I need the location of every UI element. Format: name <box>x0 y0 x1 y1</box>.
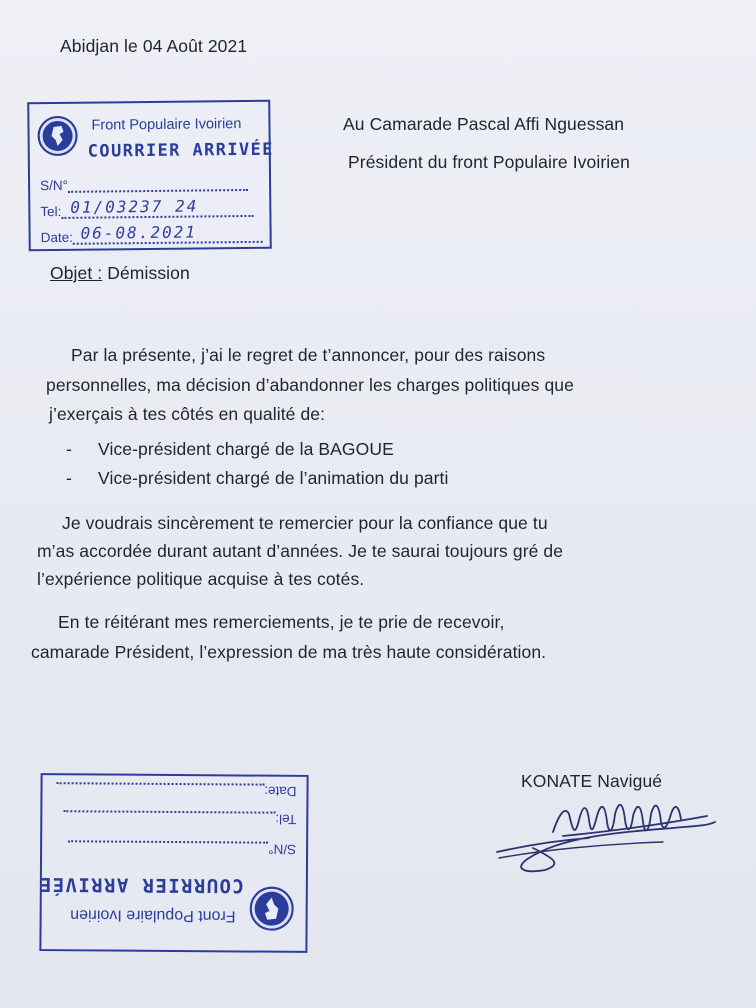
stamp-sn-label: S/N° <box>40 177 69 194</box>
bullet-marker: - <box>66 468 72 488</box>
stamp-tel-field <box>63 810 296 827</box>
fpi-logo-icon <box>250 887 294 931</box>
subject-label: Objet : <box>50 263 103 283</box>
bullet-item: Vice-président chargé de la BAGOUE <box>98 439 394 459</box>
stamp-sn-label: S/N° <box>268 841 297 857</box>
stamp-tel-handwritten: 01/03237 24 <box>70 196 199 217</box>
place-and-date: Abidjan le 04 Août 2021 <box>60 36 248 56</box>
stamp-org-name: Front Populaire Ivoirien <box>70 906 236 925</box>
paragraph-1-line-2: personnelles, ma décision d’abandonner les charges politiques que <box>46 375 574 395</box>
stamp-date-handwritten: 06-08.2021 <box>80 222 198 243</box>
stamp-date-label: Date: <box>264 783 297 799</box>
recipient-name: Au Camarade Pascal Affi Nguessan <box>343 114 625 134</box>
stamp-date-label: Date: <box>40 229 74 246</box>
stamp-sn-field <box>68 840 296 857</box>
paragraph-3-line-2: camarade Président, l’expression de ma très haute considération. <box>31 642 547 662</box>
stamp-sn-field <box>40 176 248 193</box>
paragraph-3-line-1: En te réitérant mes remerciements, je te prie de recevoir, <box>58 612 505 632</box>
bullet-item: Vice-président chargé de l’animation du parti <box>98 468 449 488</box>
bullet-marker: - <box>66 439 72 459</box>
stamp-org-name: Front Populaire Ivoirien <box>91 116 242 134</box>
handwritten-signature <box>493 792 725 874</box>
courrier-arrivee-stamp <box>27 100 275 252</box>
courrier-arrivee-stamp-inverted <box>39 773 308 953</box>
paragraph-1-line-1: Par la présente, j’ai le regret de t’annoncer, pour des raisons <box>71 345 546 365</box>
stamp-tel-label: Tel: <box>275 811 297 827</box>
fpi-logo-icon <box>37 116 77 156</box>
subject-value: Démission <box>102 263 190 283</box>
paragraph-2-line-1: Je voudrais sincèrement te remercier pour la confiance que tu <box>62 513 548 533</box>
recipient-title: Président du front Populaire Ivoirien <box>348 152 630 172</box>
paragraph-2-line-3: l’expérience politique acquise à tes cotés. <box>37 569 365 589</box>
paragraph-2-line-2: m’as accordée durant autant d’années. Je te saurai toujours gré de <box>37 541 564 561</box>
stamp-header: COURRIER ARRIVÉE <box>87 139 275 162</box>
stamp-header: COURRIER ARRIVÉE <box>38 873 244 897</box>
stamp-tel-label: Tel: <box>40 203 62 220</box>
signatory-name: KONATE Navigué <box>521 771 663 791</box>
paragraph-1-line-3: j’exerçais à tes côtés en qualité de: <box>49 404 326 424</box>
subject-line <box>50 263 190 284</box>
stamp-date-field <box>56 782 296 799</box>
